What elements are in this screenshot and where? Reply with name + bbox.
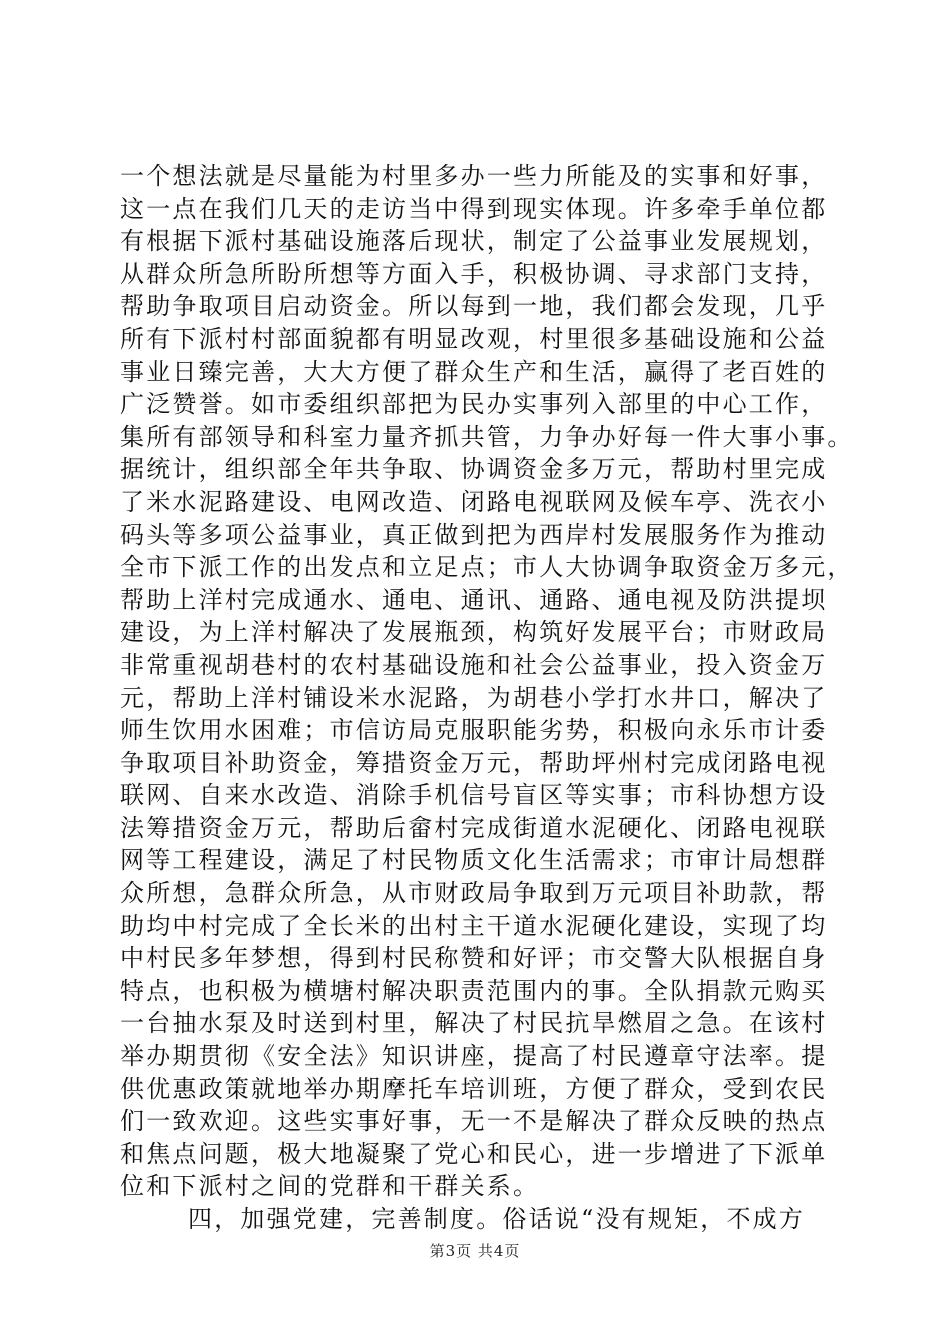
text-line: 助均中村完成了全长米的出村主干道水泥硬化建设，实现了均 xyxy=(120,911,828,940)
text-line: 了米水泥路建设、电网改造、闭路电视联网及候车亭、洗衣小 xyxy=(120,487,828,516)
text-line: 一个想法就是尽量能为村里多办一些力所能及的实事和好事， xyxy=(120,162,828,190)
text-line: 所有下派村村部面貌都有明显改观，村里很多基础设施和公益 xyxy=(120,324,828,353)
text-line: 中村民多年梦想，得到村民称赞和好评；市交警大队根据自身 xyxy=(120,944,828,973)
text-line: 据统计，组织部全年共争取、协调资金多万元，帮助村里完成 xyxy=(120,455,828,484)
text-line: 特点，也积极为横塘村解决职责范围内的事。全队捐款元购买 xyxy=(120,976,828,1005)
text-line: 集所有部领导和科室力量齐抓共管，力争办好每一件大事小事。 xyxy=(120,422,854,451)
text-line: 广泛赞誉。如市委组织部把为民办实事列入部里的中心工作， xyxy=(120,390,828,419)
text-line: 们一致欢迎。这些实事好事，无一不是解决了群众反映的热点 xyxy=(120,1107,828,1136)
text-line: 建设，为上洋村解决了发展瓶颈，构筑好发展平台；市财政局 xyxy=(120,618,828,647)
text-line: 法筹措资金万元，帮助后畲村完成街道水泥硬化、闭路电视联 xyxy=(120,813,828,842)
text-line: 争取项目补助资金，筹措资金万元，帮助坪州村完成闭路电视 xyxy=(120,748,828,777)
text-line: 帮助争取项目启动资金。所以每到一地，我们都会发现，几乎 xyxy=(120,292,828,321)
section-heading-line: 四，加强党建，完善制度。俗话说“没有规矩，不成方 xyxy=(188,1205,806,1233)
text-line: 位和下派村之间的党群和干群关系。 xyxy=(120,1172,540,1201)
text-line: 元，帮助上洋村铺设米水泥路，为胡巷小学打水井口，解决了 xyxy=(120,683,828,712)
text-line: 众所想，急群众所急，从市财政局争取到万元项目补助款，帮 xyxy=(120,879,828,908)
text-line: 事业日臻完善，大大方便了群众生产和生活，赢得了老百姓的 xyxy=(120,357,828,386)
text-line: 从群众所急所盼所想等方面入手，积极协调、寻求部门支持， xyxy=(120,259,828,288)
text-line: 全市下派工作的出发点和立足点；市人大协调争取资金万多元， xyxy=(120,553,854,582)
text-line: 一台抽水泵及时送到村里，解决了村民抗旱燃眉之急。在该村 xyxy=(120,1009,828,1038)
text-line: 和焦点问题，极大地凝聚了党心和民心，进一步增进了下派单 xyxy=(120,1139,828,1168)
text-line: 举办期贯彻《安全法》知识讲座，提高了村民遵章守法率。提 xyxy=(120,1042,828,1071)
text-line: 网等工程建设，满足了村民物质文化生活需求；市审计局想群 xyxy=(120,846,828,875)
text-line: 师生饮用水困难；市信访局克服职能劣势，积极向永乐市计委 xyxy=(120,716,828,745)
text-line: 有根据下派村基础设施落后现状，制定了公益事业发展规划， xyxy=(120,227,828,256)
body-text xyxy=(120,160,860,1236)
text-line: 帮助上洋村完成通水、通电、通讯、通路、通电视及防洪提坝 xyxy=(120,585,828,614)
text-line: 非常重视胡巷村的农村基础设施和社会公益事业，投入资金万 xyxy=(120,650,828,679)
text-line: 联网、自来水改造、消除手机信号盲区等实事；市科协想方设 xyxy=(120,781,828,810)
text-line: 这一点在我们几天的走访当中得到现实体现。许多牵手单位都 xyxy=(120,194,828,223)
text-line: 供优惠政策就地举办期摩托车培训班，方便了群众，受到农民 xyxy=(120,1074,828,1103)
page-number-footer: 第3页 共4页 xyxy=(429,1242,521,1260)
text-line: 码头等多项公益事业，真正做到把为西岸村发展服务作为推动 xyxy=(120,520,828,549)
